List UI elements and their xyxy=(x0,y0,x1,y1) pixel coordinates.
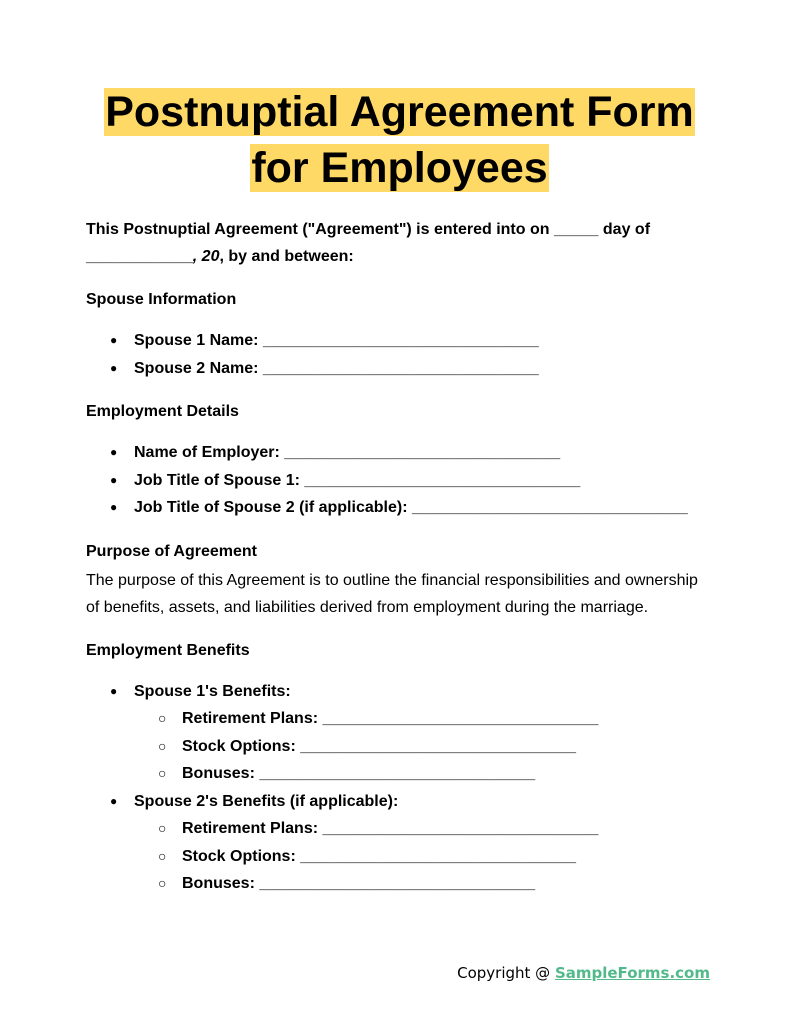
list-item-employer: ● Name of Employer: _______________________________ xyxy=(86,439,713,467)
list-item-job-title-1: ● Job Title of Spouse 1: _______________________________ xyxy=(86,467,713,495)
sublist-item-stock-2: ○ Stock Options: _______________________________ xyxy=(86,843,713,871)
intro-text-2: , by and between: xyxy=(219,248,354,265)
sublist-item-bonuses-2: ○ Bonuses: _______________________________ xyxy=(86,870,713,898)
spouse-2-benefits-sublist xyxy=(86,815,713,898)
intro-text-1: This Postnuptial Agreement ("Agreement") is entered into on _____ day of ____________ xyxy=(86,221,651,265)
intro-year: , 20 xyxy=(192,248,220,265)
spouse-info-list xyxy=(86,327,713,382)
sublist-item-bonuses-1: ○ Bonuses: _______________________________ xyxy=(86,760,713,788)
spouse-1-benefits-label: Spouse 1's Benefits: xyxy=(134,682,291,700)
benefits-heading: Employment Benefits xyxy=(86,641,250,659)
spouse-2-benefits-label: Spouse 2's Benefits (if applicable): xyxy=(134,792,399,810)
sublist-item-retirement-2: ○ Retirement Plans: _______________________________ xyxy=(86,815,713,843)
page-title xyxy=(76,84,723,196)
intro-paragraph xyxy=(86,216,713,270)
benefits-list xyxy=(86,678,713,898)
copyright-text: Copyright @ xyxy=(457,964,555,982)
employment-details-heading: Employment Details xyxy=(86,403,239,420)
spouse-info-heading: Spouse Information xyxy=(86,291,237,308)
title-line-2: for Employees xyxy=(251,144,548,192)
list-item-job-title-2: ● Job Title of Spouse 2 (if applicable): _______________________________ xyxy=(86,494,713,522)
spouse-1-benefits-sublist xyxy=(86,705,713,788)
list-item-spouse-2-benefits xyxy=(86,788,713,898)
purpose-text: The purpose of this Agreement is to outline the financial responsibilities and ownership of benefits, assets, and liabilities derived from employment during the marriage. xyxy=(86,571,698,616)
title-line-1: Postnuptial Agreement Form xyxy=(105,88,694,136)
sampleforms-link[interactable]: SampleForms.com xyxy=(554,964,710,982)
list-item-spouse-1-name: ● Spouse 1 Name: _______________________________ xyxy=(86,327,713,355)
document-page xyxy=(86,84,713,898)
employment-details-list xyxy=(86,439,713,522)
sublist-item-stock-1: ○ Stock Options: _______________________________ xyxy=(86,733,713,761)
purpose-heading: Purpose of Agreement xyxy=(86,542,257,560)
list-item-spouse-1-benefits xyxy=(86,678,713,788)
sublist-item-retirement-1: ○ Retirement Plans: _______________________________ xyxy=(86,705,713,733)
copyright-footer xyxy=(457,964,710,982)
list-item-spouse-2-name: ● Spouse 2 Name: _______________________________ xyxy=(86,355,713,383)
